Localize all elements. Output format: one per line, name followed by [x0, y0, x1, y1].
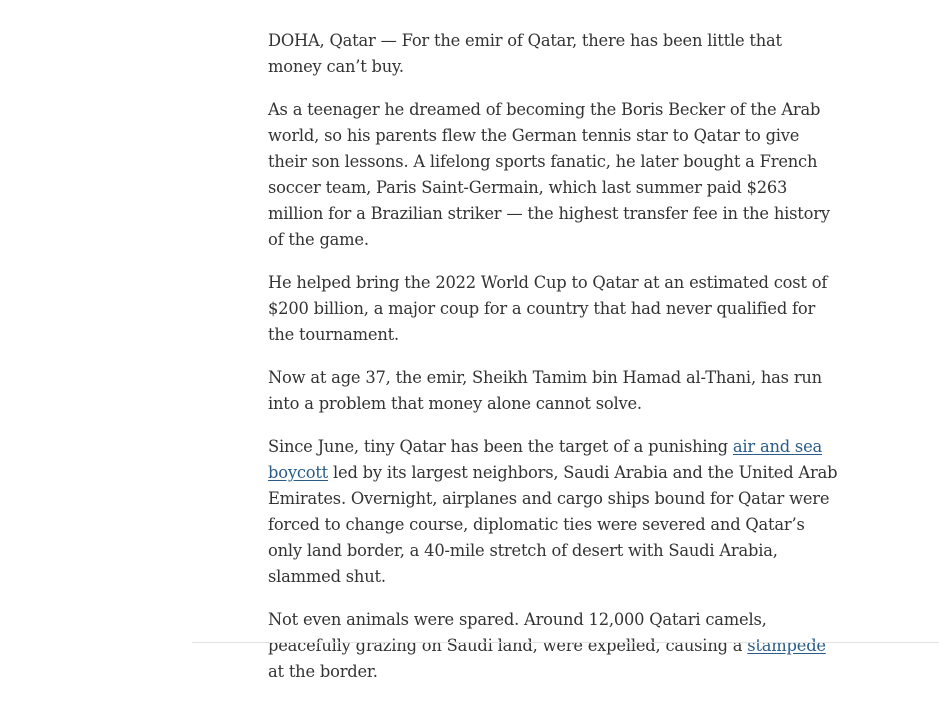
article-paragraph: Now at age 37, the emir, Sheikh Tamim bin Hamad al-Thani, has run into a problem that money alone cannot solve.	[268, 368, 822, 413]
paragraph-text: led by its largest neighbors, Saudi Arabia and the United Arab Emirates. Overnight, airplanes and cargo ships bound for Qatar were forced to change course, diplomatic ties were severed and Qatar’s only land border, a 40-mile stretch of desert with Saudi Arabia, slammed shut.	[268, 463, 838, 586]
paragraph-text: at the border.	[268, 662, 378, 681]
article-body	[268, 28, 840, 702]
paragraph-text: Since June, tiny Qatar has been the target of a punishing	[268, 437, 733, 456]
section-divider	[192, 642, 939, 643]
paragraph-text: Not even animals were spared. Around 12,000 Qatari camels, peacefully grazing on Saudi land, were expelled, causing a	[268, 610, 767, 655]
article-paragraph: He helped bring the 2022 World Cup to Qatar at an estimated cost of $200 billion, a major coup for a country that had never qualified for the tournament.	[268, 273, 828, 344]
article-paragraph: DOHA, Qatar — For the emir of Qatar, there has been little that money can’t buy.	[268, 31, 782, 76]
stampede-link[interactable]: stampede	[747, 636, 826, 655]
article-paragraph	[268, 434, 840, 590]
article-paragraph	[268, 607, 840, 685]
article-paragraph: As a teenager he dreamed of becoming the Boris Becker of the Arab world, so his parents flew the German tennis star to Qatar to give their son lessons. A lifelong sports fanatic, he later bought a French soccer team, Paris Saint-Germain, which last summer paid $263 million for a Brazilian striker — the highest transfer fee in the history of the game.	[268, 100, 830, 249]
boycott-link[interactable]: air and sea boycott	[268, 437, 823, 482]
